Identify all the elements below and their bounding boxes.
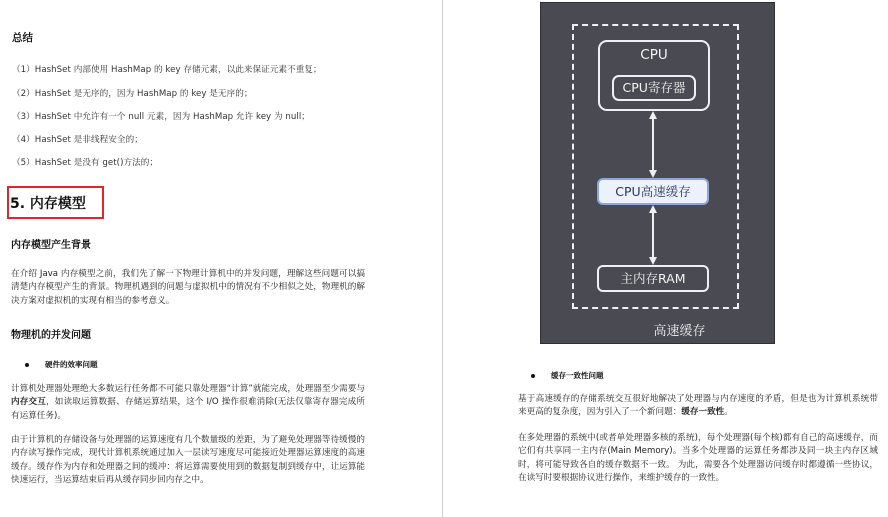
summary-item-2: （2）HashSet 是无序的，因为 HashMap 的 key 是无序的；	[12, 89, 253, 99]
main-memory-box: 主内存RAM	[597, 265, 709, 292]
coherence-paragraph	[518, 393, 878, 420]
cache-diagram	[540, 2, 775, 344]
bullet-dot	[25, 363, 29, 367]
coherence-text-bold: 缓存一致性	[681, 407, 725, 418]
efficiency-text-before: 计算机处理器处理绝大多数运行任务都不可能只靠处理器“计算”就能完成，处理器至少需要与	[11, 384, 365, 394]
right-page	[443, 0, 888, 517]
cpu-box	[598, 40, 710, 111]
diagram-caption: 高速缓存	[653, 324, 706, 339]
summary-item-4: （4）HashSet 是非线程安全的；	[12, 135, 143, 145]
efficiency-text-bold: 内存交互	[11, 397, 47, 408]
coherence-text-before: 基于高速缓存的存储系统交互很好地解决了处理器与内存速度的矛盾，但是也为计算机系统带来更高的复杂度，因为引入了一个新问题：	[518, 394, 878, 418]
bullet-efficiency-label: 硬件的效率问题	[45, 360, 98, 369]
bullet-efficiency	[25, 359, 98, 370]
concurrency-heading: 物理机的并发问题	[11, 330, 91, 341]
cpu-label: CPU	[640, 47, 668, 63]
coherence-text-after: 。	[724, 407, 733, 418]
summary-heading: 总结	[12, 32, 33, 44]
summary-item-5: （5）HashSet 是没有 get()方法的；	[12, 158, 159, 168]
background-heading: 内存模型产生背景	[11, 240, 91, 251]
left-page	[0, 0, 442, 517]
bullet-coherence	[531, 370, 604, 381]
section-title: 5. 内存模型	[10, 196, 86, 212]
summary-item-3: （3）HashSet 中允许有一个 null 元素，因为 HashMap 允许 key 为 null；	[12, 112, 310, 122]
cpu-cache-box: CPU高速缓存	[597, 178, 709, 205]
efficiency-paragraph	[11, 383, 365, 423]
multiprocessor-paragraph: 在多处理器的系统中(或者单处理器多核的系统)，每个处理器(每个核)都有自己的高速缓存，而它们有共享同一主内存(Main Memory)。当多个处理器的运算任务都涉及同一块主内存区域时，将可能导致各自的缓存数据不一致。 为此，需要各个处理器访问缓存时都遵循一些协议，在读写时要根据协议进行操作，来维护缓存的一致性。	[518, 433, 878, 484]
efficiency-text-after: ，如读取运算数据、存储运算结果，这个 I/O 操作很难消除(无法仅靠寄存器完成所有运算任务)。	[11, 397, 365, 421]
bullet-dot	[531, 374, 535, 378]
bullet-coherence-label: 缓存一致性问题	[551, 371, 604, 380]
background-paragraph: 在介绍 Java 内存模型之前，我们先了解一下物理计算机中的并发问题，理解这些问题可以搞清楚内存模型产生的背景。物理机遇到的问题与虚拟机中的情况有不少相似之处，物理机的解决方案对虚拟机的实现有相当的参考意义。	[11, 269, 365, 306]
cpu-register-box: CPU寄存器	[612, 75, 696, 101]
speed-paragraph: 由于计算机的存储设备与处理器的运算速度有几个数量级的差距，为了避免处理器等待缓慢的内存读写操作完成，现代计算机系统通过加入一层读写速度尽可能接近处理器运算速度的高速缓存。缓存作为内存和处理器之间的缓冲：将运算需要使用到的数据复制到缓存中，让运算能快速运行，当运算结束后再从缓存同步回内存之中。	[11, 435, 365, 486]
summary-item-1: （1）HashSet 内部使用 HashMap 的 key 存储元素，以此来保证元素不重复；	[12, 65, 322, 75]
